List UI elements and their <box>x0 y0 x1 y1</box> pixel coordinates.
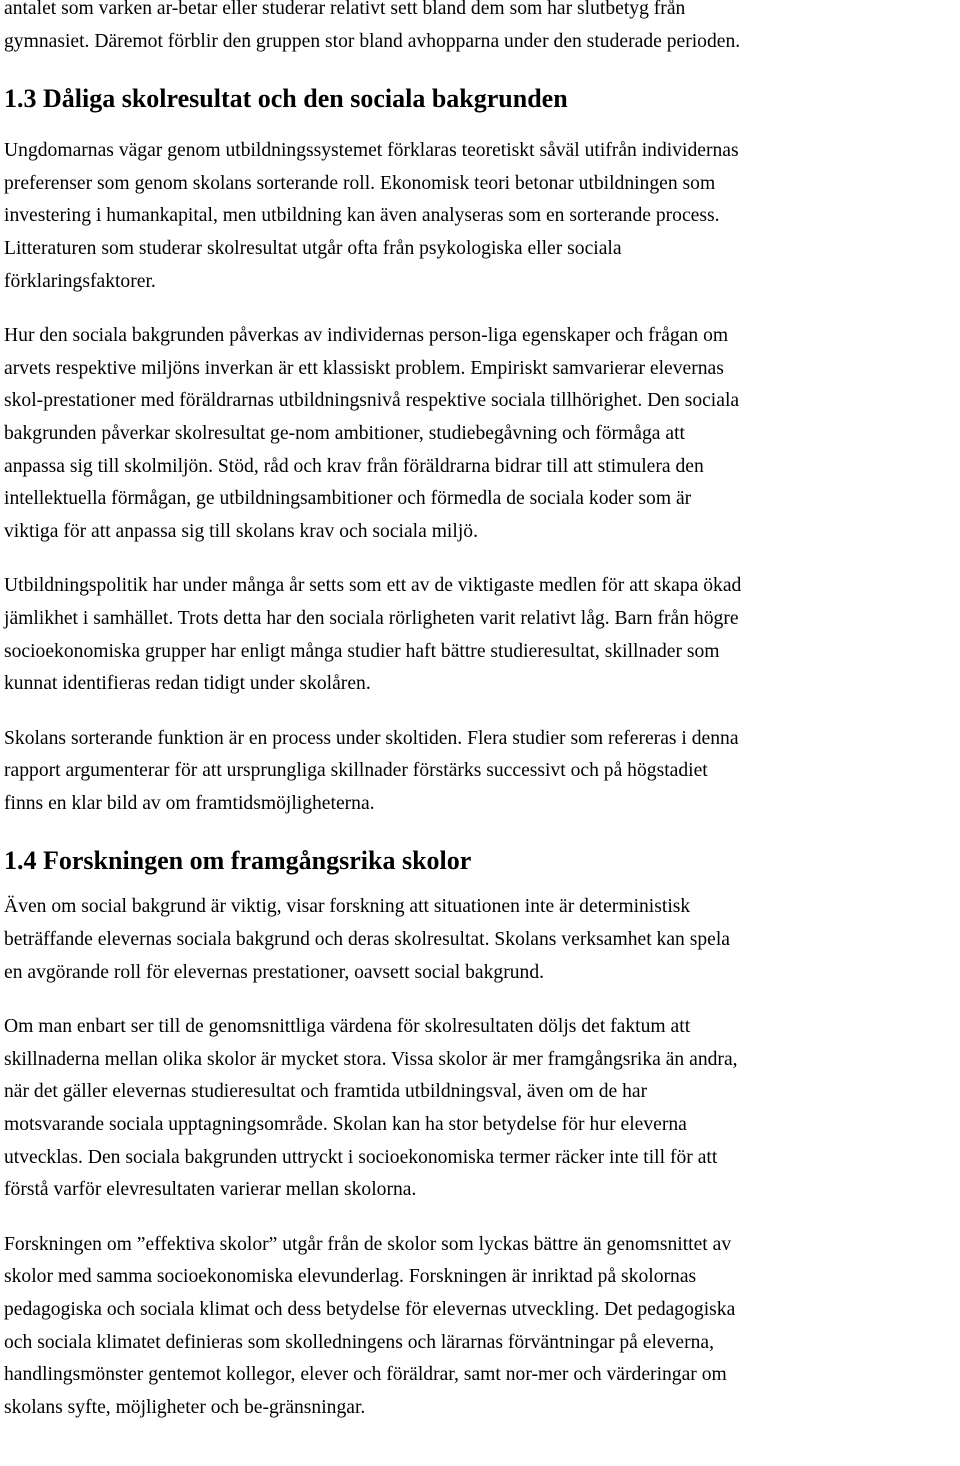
text-line: finns en klar bild av om framtidsmöjligheterna. <box>4 792 375 814</box>
text-line: Om man enbart ser till de genomsnittliga värdena för skolresultaten döljs det faktum att <box>4 1016 691 1038</box>
text-line: förklaringsfaktorer. <box>4 270 156 292</box>
text-line: Forskningen om ”effektiva skolor” utgår från de skolor som lyckas bättre än genomsnittet av <box>4 1233 732 1255</box>
text-line: bakgrunden påverkar skolresultat ge-nom ambitioner, studiebegåvning och förmåga att <box>4 422 685 444</box>
section-heading-1-3: 1.3 Dåliga skolresultat och den sociala bakgrunden <box>4 84 568 114</box>
text-line: socioekonomiska grupper har enligt många studier haft bättre studieresultat, skillnader som <box>4 640 720 662</box>
paragraph-educational-paths <box>4 135 956 298</box>
text-line: motsvarande sociala upptagningsområde. Skolan kan ha stor betydelse för hur eleverna <box>4 1114 687 1136</box>
text-line: skolor med samma socioekonomiska elevunderlag. Forskningen är inriktad på skolornas <box>4 1266 697 1288</box>
paragraph-education-policy <box>4 570 956 700</box>
text-line: Hur den sociala bakgrunden påverkas av individernas person-liga egenskaper och frågan om <box>4 325 729 347</box>
text-line: investering i humankapital, men utbildning kan även analyseras som en sorterande process. <box>4 205 720 227</box>
text-line: Även om social bakgrund är viktig, visar forskning att situationen inte är deterministisk <box>4 896 691 918</box>
section-heading-1-4: 1.4 Forskningen om framgångsrika skolor <box>4 846 472 876</box>
text-line: anpassa sig till skolmiljön. Stöd, råd och krav från föräldrarna bidrar till att stimulera den <box>4 455 704 477</box>
text-line: preferenser som genom skolans sorterande roll. Ekonomisk teori betonar utbildningen som <box>4 172 716 194</box>
text-line: beträffande elevernas sociala bakgrund och deras skolresultat. Skolans verksamhet kan spela <box>4 929 730 951</box>
text-line: skol-prestationer med föräldrarnas utbildningsnivå respektive sociala tillhörighet. Den sociala <box>4 390 740 412</box>
paragraph-social-background <box>4 320 956 548</box>
paragraph-effective-schools <box>4 1229 956 1425</box>
text-line: jämlikhet i samhället. Trots detta har den sociala rörligheten varit relativt låg. Barn från högre <box>4 607 739 629</box>
text-line: Ungdomarnas vägar genom utbildningssystemet förklaras teoretiskt såväl utifrån individernas <box>4 140 739 162</box>
text-line: utvecklas. Den sociala bakgrunden uttryckt i socioekonomiska termer räcker inte till för att <box>4 1146 718 1168</box>
paragraph-sorting-function <box>4 723 956 821</box>
text-line: Litteraturen som studerar skolresultat utgår ofta från psykologiska eller sociala <box>4 237 622 259</box>
text-line: skillnaderna mellan olika skolor är mycket stora. Vissa skolor är mer framgångsrika än andra, <box>4 1048 738 1070</box>
text-line: rapport argumenterar för att ursprungliga skillnader förstärks successivt och på högstadiet <box>4 760 708 782</box>
paragraph-not-deterministic <box>4 891 956 989</box>
paragraph-intro-continued <box>4 0 956 58</box>
text-line: handlingsmönster gentemot kollegor, elever och föräldrar, samt nor-mer och värderingar om <box>4 1364 727 1386</box>
text-line: en avgörande roll för elevernas prestationer, oavsett social bakgrund. <box>4 961 545 983</box>
text-line: förstå varför elevresultaten varierar mellan skolorna. <box>4 1179 417 1201</box>
text-line: intellektuella förmågan, ge utbildningsambitioner och förmedla de sociala koder som är <box>4 488 692 510</box>
text-line: Skolans sorterande funktion är en process under skoltiden. Flera studier som refereras i denna <box>4 727 739 749</box>
text-line: viktiga för att anpassa sig till skolans krav och sociala miljö. <box>4 520 478 542</box>
text-line: kunnat identifieras redan tidigt under skolåren. <box>4 673 371 695</box>
text-line: Utbildningspolitik har under många år setts som ett av de viktigaste medlen för att skapa ökad <box>4 575 742 597</box>
text-line: arvets respektive miljöns inverkan är ett klassiskt problem. Empiriskt samvarierar elevernas <box>4 357 724 379</box>
text-line: när det gäller elevernas studieresultat och framtida utbildningsval, även om de har <box>4 1081 648 1103</box>
text-line: pedagogiska och sociala klimat och dess betydelse för elevernas utveckling. Det pedagogiska <box>4 1299 736 1320</box>
text-line: och sociala klimatet definieras som skolledningens och lärarnas förväntningar på eleverna, <box>4 1331 715 1353</box>
text-line: antalet som varken ar-betar eller studerar relativt sett bland dem som har slutbetyg från <box>4 0 686 19</box>
paragraph-school-differences <box>4 1011 956 1207</box>
text-line: gymnasiet. Däremot förblir den gruppen stor bland avhopparna under den studerade perioden. <box>4 30 741 52</box>
document-page <box>4 0 956 1446</box>
text-line: skolans syfte, möjligheter och be-gränsningar. <box>4 1396 366 1418</box>
